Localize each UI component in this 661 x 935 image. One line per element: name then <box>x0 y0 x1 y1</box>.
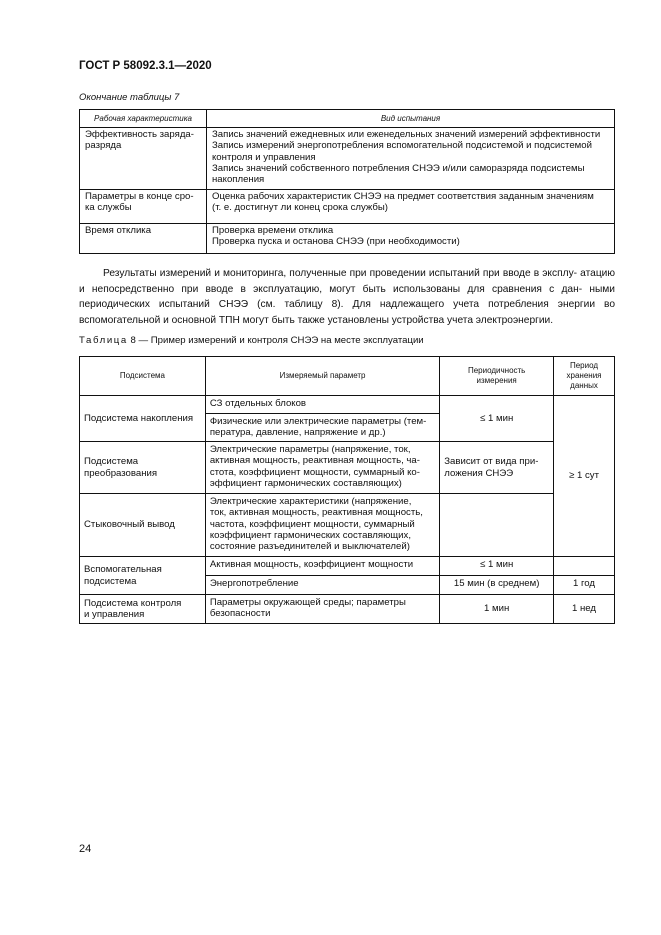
table8-caption-label: Таблица <box>79 335 128 346</box>
period-cell: ≤ 1 мин <box>440 557 554 576</box>
cell-line: контроля и управления <box>212 151 316 163</box>
cell-line: подсистема <box>84 575 137 587</box>
cell-line: коэффициент гармонических составляющих, <box>209 529 411 541</box>
table-row <box>80 396 615 414</box>
cell-line: Запись измерений энергопотребления вспомогательной подсистемой и подсистемой <box>212 140 592 152</box>
period-cell: ≤ 1 мин <box>440 396 554 442</box>
period-cell: 15 мин (в среднем) <box>440 576 554 595</box>
period-cell <box>440 442 554 494</box>
cell-line: ложения СНЭЭ <box>444 467 514 479</box>
table7-caption: Окончание таблицы 7 <box>79 92 180 103</box>
cell-line: ка службы <box>85 202 132 214</box>
cell-line: Электрические параметры (напряжение, ток, <box>209 444 411 455</box>
header-line: Периодичность <box>467 366 526 375</box>
paragraph-line: ными периодических испытаний СНЭЭ (см. таблицу 8). Для надлежащего учета потребления энергии <box>79 283 615 310</box>
cell-line: Запись значений ежедневных или еженедельных значений измерений эффективности <box>212 129 601 140</box>
table-row <box>80 224 615 254</box>
cell-line: Подсистема <box>84 456 139 468</box>
table8-header-storage <box>554 357 615 396</box>
table8-header-parameter: Измеряемый параметр <box>205 357 439 396</box>
table7-test-cell <box>207 128 615 190</box>
cell-line: активная мощность, реактивная мощность, ча- <box>209 455 420 467</box>
cell-line: ток, активная мощность, реактивная мощность, <box>209 507 423 519</box>
cell-line: и управления <box>84 609 145 620</box>
paragraph-line: атацию и непосредственно при вводе в эксплуатацию, могут быть использованы для сравнения с дан- <box>79 268 615 295</box>
cell-line: Электрические характеристики (напряжение, <box>209 496 412 507</box>
cell-line: Эффективность заряда- <box>85 129 194 140</box>
period-cell: 1 мин <box>440 595 554 624</box>
cell-line: накопления <box>212 174 265 186</box>
param-cell: СЗ отдельных блоков <box>205 396 439 414</box>
table7-header-row <box>80 110 615 128</box>
storage-period-cell: 1 нед <box>554 595 615 624</box>
header-line: хранения <box>566 371 602 380</box>
storage-period-cell: 1 год <box>554 576 615 595</box>
param-cell <box>205 595 439 624</box>
subsystem-aux-cell <box>80 557 206 595</box>
table7 <box>79 109 615 254</box>
table-row <box>80 494 615 557</box>
cell-line: (т. е. достигнут ли конец срока службы) <box>212 202 389 214</box>
cell-line: частота, коэффициент мощности, суммарный <box>209 518 415 530</box>
subsystem-joint-cell: Стыковочный вывод <box>80 494 206 557</box>
param-cell: Энергопотребление <box>205 576 439 595</box>
table8-header-subsystem: Подсистема <box>80 357 206 396</box>
subsystem-conversion-cell <box>80 442 206 494</box>
table-row <box>80 595 615 624</box>
param-cell: Активная мощность, коэффициент мощности <box>205 557 439 576</box>
header-line: измерения <box>476 376 517 385</box>
cell-line: Вспомогательная <box>84 564 162 576</box>
cell-line: Проверка пуска и останова СНЭЭ (при необходимости) <box>212 236 460 248</box>
table-row <box>80 128 615 190</box>
table7-header-test: Вид испытания <box>207 110 615 128</box>
table7-header-feature: Рабочая характеристика <box>80 110 207 128</box>
subsystem-control-cell <box>80 595 206 624</box>
table-row <box>80 442 615 494</box>
cell-line: Подсистема контроля <box>84 597 182 609</box>
param-cell <box>205 414 439 442</box>
cell-line: преобразования <box>84 467 158 479</box>
table8-header-period <box>440 357 554 396</box>
subsystem-storage-cell: Подсистема накопления <box>80 396 206 442</box>
header-line: Период <box>569 361 599 370</box>
cell-line: Физические или электрические параметры (тем- <box>209 416 427 427</box>
cell-line: Проверка времени отклика <box>212 225 334 236</box>
cell-line: пература, давление, напряжение и др.) <box>209 427 386 439</box>
paragraph-line: во вспомогательной и основной ТПН могут быть также установлены устройства учета электроэнергии. <box>79 299 615 326</box>
table7-feature-cell <box>80 190 207 224</box>
cell-line: Оценка рабочих характеристик СНЭЭ на предмет соответствия заданным значениям <box>212 191 594 202</box>
param-cell <box>205 442 439 494</box>
cell-line: стота, коэффициент мощности, суммарный ко- <box>209 466 420 478</box>
table-row <box>80 190 615 224</box>
table-row <box>80 557 615 576</box>
table7-feature-cell <box>80 224 207 254</box>
table7-test-cell <box>207 224 615 254</box>
cell-line: Зависит от вида при- <box>444 456 539 468</box>
period-cell-empty <box>440 494 554 557</box>
cell-line: Параметры в конце сро- <box>85 191 194 202</box>
cell-line: Параметры окружающей среды; параметры <box>209 597 406 608</box>
page-number: 24 <box>79 843 92 855</box>
param-cell <box>205 494 439 557</box>
table7-feature-cell <box>80 128 207 190</box>
table8 <box>79 356 615 624</box>
document-header: ГОСТ Р 58092.3.1—2020 <box>79 60 212 72</box>
cell-line: безопасности <box>209 608 271 620</box>
cell-line: Время отклика <box>85 225 152 236</box>
cell-line: разряда <box>85 140 122 152</box>
paragraph-line: Результаты измерений и мониторинга, полученные при проведении испытаний при вводе в эксплу- <box>103 268 578 279</box>
cell-line: Запись значений собственного потребления СНЭЭ и/или саморазряда подсистемы <box>212 162 585 174</box>
header-line: данных <box>570 381 598 390</box>
body-paragraph <box>79 266 615 328</box>
storage-cell-empty <box>554 557 615 576</box>
table8-caption <box>79 335 424 346</box>
table8-caption-text: 8 — Пример измерений и контроля СНЭЭ на месте эксплуатации <box>130 335 424 346</box>
cell-line: эффициент гармонических составляющих) <box>209 477 402 489</box>
cell-line: состояние разъединителей и выключателей) <box>209 541 410 553</box>
table8-header-row <box>80 357 615 396</box>
table7-test-cell <box>207 190 615 224</box>
storage-period-cell: ≥ 1 сут <box>554 396 615 557</box>
